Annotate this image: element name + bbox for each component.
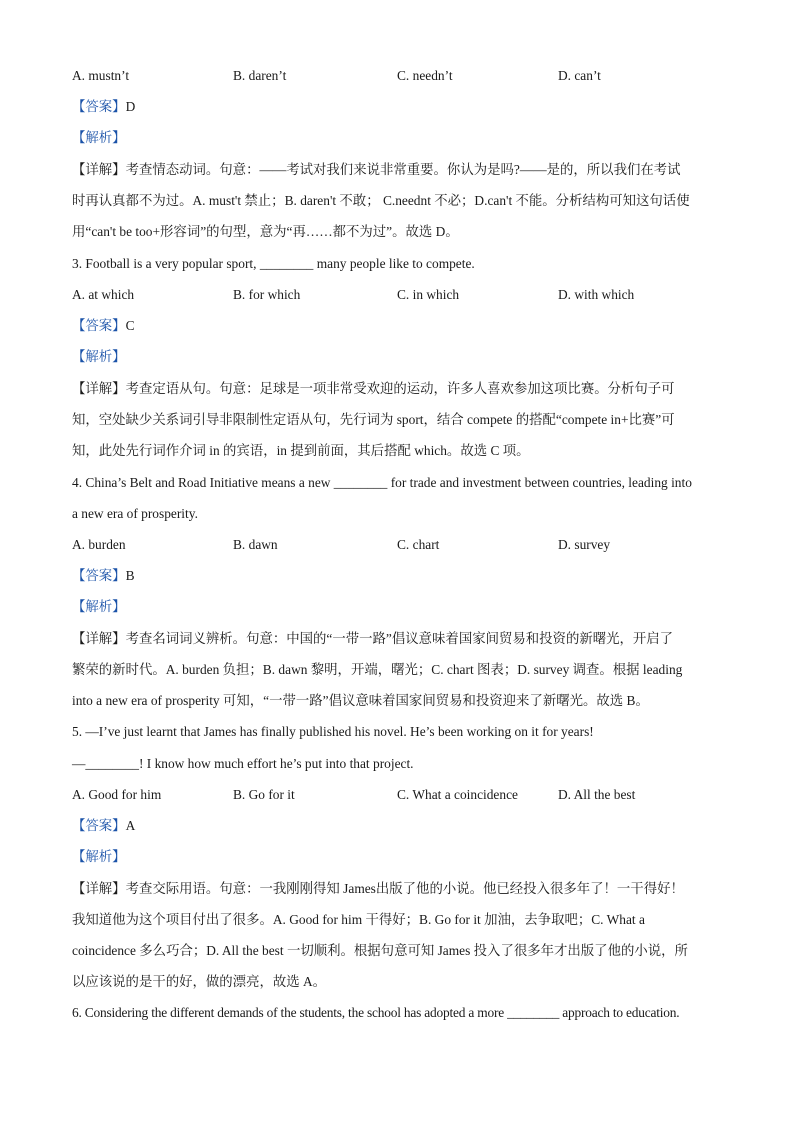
q3-detail-line-1: [72, 380, 724, 398]
detail-text: 考查交际用语。句意：一我刚刚得知 James出版了他的小说。他已经投入很多年了！一干得好！: [125, 881, 684, 896]
q5-option-d: D. All the best: [558, 787, 636, 802]
q3-options: [72, 286, 724, 304]
q5-options: [72, 786, 724, 804]
q5-detail-line-3: coincidence 多么巧合；D. All the best 一切顺利。根据句意可知 James 投入了很多年才出版了他的小说，所: [72, 943, 688, 958]
q4-detail-line-2: 繁荣的新时代。A. burden 负担；B. dawn 黎明，开端，曙光；C. chart 图表；D. survey 调查。根据 leading: [72, 662, 683, 677]
answer-label: 【答案】: [72, 318, 126, 333]
q3-option-c: C. in which: [397, 287, 460, 302]
detail-text: 考查名词词义辨析。句意：中国的“一带一路”倡议意味着国家间贸易和投资的新曙光，开启了: [125, 631, 674, 646]
q4-detail-line-3: into a new era of prosperity 可知，“一带一路”倡议意味着国家间贸易和投资迎来了新曙光。故选 B。: [72, 693, 649, 708]
q3-option-b: B. for which: [233, 287, 301, 302]
q4-option-c: C. chart: [397, 537, 440, 552]
q5-analysis-label: [72, 848, 724, 866]
q5-detail-line-2: 我知道他为这个项目付出了很多。A. Good for him 干得好；B. Go for it 加油，去争取吧；C. What a: [72, 912, 645, 927]
answer-value: C: [125, 318, 135, 333]
analysis-label: 【解析】: [72, 349, 126, 364]
q5-stem-line-2: —________! I know how much effort he’s put into that project.: [72, 756, 414, 771]
detail-tag: 【详解】: [72, 162, 126, 177]
q4-stem-line-1: 4. China’s Belt and Road Initiative means a new ________ for trade and investment between countries, leading into: [72, 475, 692, 490]
q4-stem-line-2: a new era of prosperity.: [72, 506, 198, 521]
q5-option-c: C. What a coincidence: [397, 787, 518, 802]
answer-value: A: [125, 818, 136, 833]
q2-answer: [72, 98, 724, 116]
q4-analysis-label: [72, 598, 724, 616]
q2-option-d: D. can’t: [558, 68, 601, 83]
analysis-label: 【解析】: [72, 849, 126, 864]
answer-label: 【答案】: [72, 99, 126, 114]
q4-option-a: A. burden: [72, 537, 126, 552]
q4-answer: [72, 567, 724, 585]
q3-option-d: D. with which: [558, 287, 635, 302]
q5-stem-line-1: 5. —I’ve just learnt that James has finally published his novel. He’s been working on it for years!: [72, 724, 594, 739]
answer-label: 【答案】: [72, 818, 126, 833]
q3-option-a: A. at which: [72, 287, 135, 302]
q4-option-b: B. dawn: [233, 537, 278, 552]
q5-option-a: A. Good for him: [72, 787, 162, 802]
q2-option-b: B. daren’t: [233, 68, 287, 83]
q3-detail-line-3: 知，此处先行词作介词 in 的宾语，in 提到前面，其后搭配 which。故选 C 项。: [72, 443, 530, 458]
analysis-label: 【解析】: [72, 599, 126, 614]
q4-option-d: D. survey: [558, 537, 611, 552]
detail-text: 考查定语从句。句意：足球是一项非常受欢迎的运动，许多人喜欢参加这项比赛。分析句子可: [125, 381, 675, 396]
q5-detail-line-4: 以应该说的是干的好，做的漂亮，故选 A。: [72, 974, 327, 989]
answer-label: 【答案】: [72, 568, 126, 583]
q2-detail-line-3: 用“can't be too+形容词”的句型，意为“再……都不为过”。故选 D。: [72, 224, 459, 239]
q3-analysis-label: [72, 348, 724, 366]
detail-tag: 【详解】: [72, 381, 126, 396]
q3-detail-line-2: 知，空处缺少关系词引导非限制性定语从句，先行词为 sport，结合 compete 的搭配“compete in+比赛”可: [72, 412, 675, 427]
q2-option-c: C. needn’t: [397, 68, 453, 83]
q5-answer: [72, 817, 724, 835]
answer-value: D: [125, 99, 136, 114]
q4-options: [72, 536, 724, 554]
detail-tag: 【详解】: [72, 881, 126, 896]
q2-analysis-label: [72, 129, 724, 147]
q2-detail-line-2: 时再认真都不为过。A. must't 禁止；B. daren't 不敢； C.neednt 不必；D.can't 不能。分析结构可知这句话使: [72, 193, 690, 208]
q3-answer: [72, 317, 724, 335]
q5-detail-line-1: [72, 880, 724, 898]
detail-tag: 【详解】: [72, 631, 126, 646]
q2-options: [72, 67, 724, 85]
q3-stem: 3. Football is a very popular sport, ________ many people like to compete.: [72, 256, 475, 271]
q4-detail-line-1: [72, 630, 724, 648]
analysis-label: 【解析】: [72, 130, 126, 145]
detail-text: 考查情态动词。句意：——考试对我们来说非常重要。你认为是吗?——是的，所以我们在考试: [125, 162, 681, 177]
q6-stem: 6. Considering the different demands of the students, the school has adopted a more ________ approach to education.: [72, 1005, 680, 1020]
q5-option-b: B. Go for it: [233, 787, 295, 802]
q2-option-a: A. mustn’t: [72, 68, 130, 83]
answer-value: B: [125, 568, 135, 583]
q2-detail-line-1: [72, 161, 724, 179]
